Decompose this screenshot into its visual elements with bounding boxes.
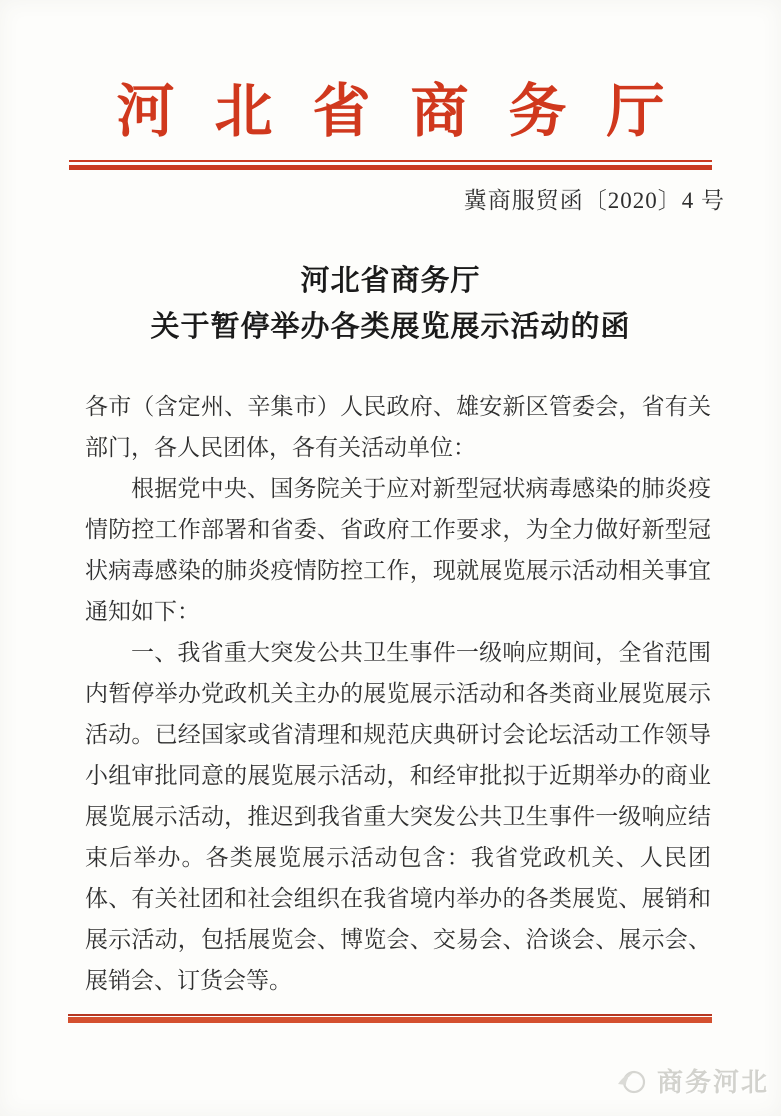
commerce-hebei-logo-icon [615,1064,649,1098]
document-title [0,258,781,350]
paragraph-basis: 根据党中央、国务院关于应对新型冠状病毒感染的肺炎疫情防控工作部署和省委、省政府工作要求，为全力做好新型冠状病毒感染的肺炎疫情防控工作，现就展览展示活动相关事宜通知如下： [85,476,711,624]
doc-number: 冀商服贸函〔2020〕4 号 [463,188,725,213]
salutation: 各市（含定州、辛集市）人民政府、雄安新区管委会，省有关部门，各人民团体，各有关活动单位： [85,394,711,460]
document-body [85,386,711,1001]
footer-rule [68,1014,712,1023]
letterhead-rule [69,160,712,170]
agency-letterhead: 河北省商务厅 [116,79,705,144]
watermark-label: 商务河北 [656,1068,769,1097]
footer-rule-thin-line [68,1014,712,1016]
footer-rule-thick-line [68,1017,712,1023]
title-line-2: 关于暂停举办各类展览展示活动的函 [150,311,631,343]
title-line-1: 河北省商务厅 [300,265,481,297]
paragraph-item-one: 一、我省重大突发公共卫生事件一级响应期间，全省范围内暂停举办党政机关主办的展览展示活动和各类商业展览展示活动。已经国家或省清理和规范庆典研讨会论坛活动工作领导小组审批同意的展览展示活动，和经审批拟于近期举办的商业展览展示活动，推迟到我省重大突发公共卫生事件一级响应结束后举办。各类展览展示活动包含：我省党政机关、人民团体、有关社团和社会组织在我省境内举办的各类展览、展销和展示活动，包括展览会、博览会、交易会、洽谈会、展示会、展销会、订货会等。 [85,640,711,993]
letterhead-rule-thick-line [69,165,712,170]
letterhead-rule-thin-line [69,160,712,162]
watermark [615,1062,769,1099]
